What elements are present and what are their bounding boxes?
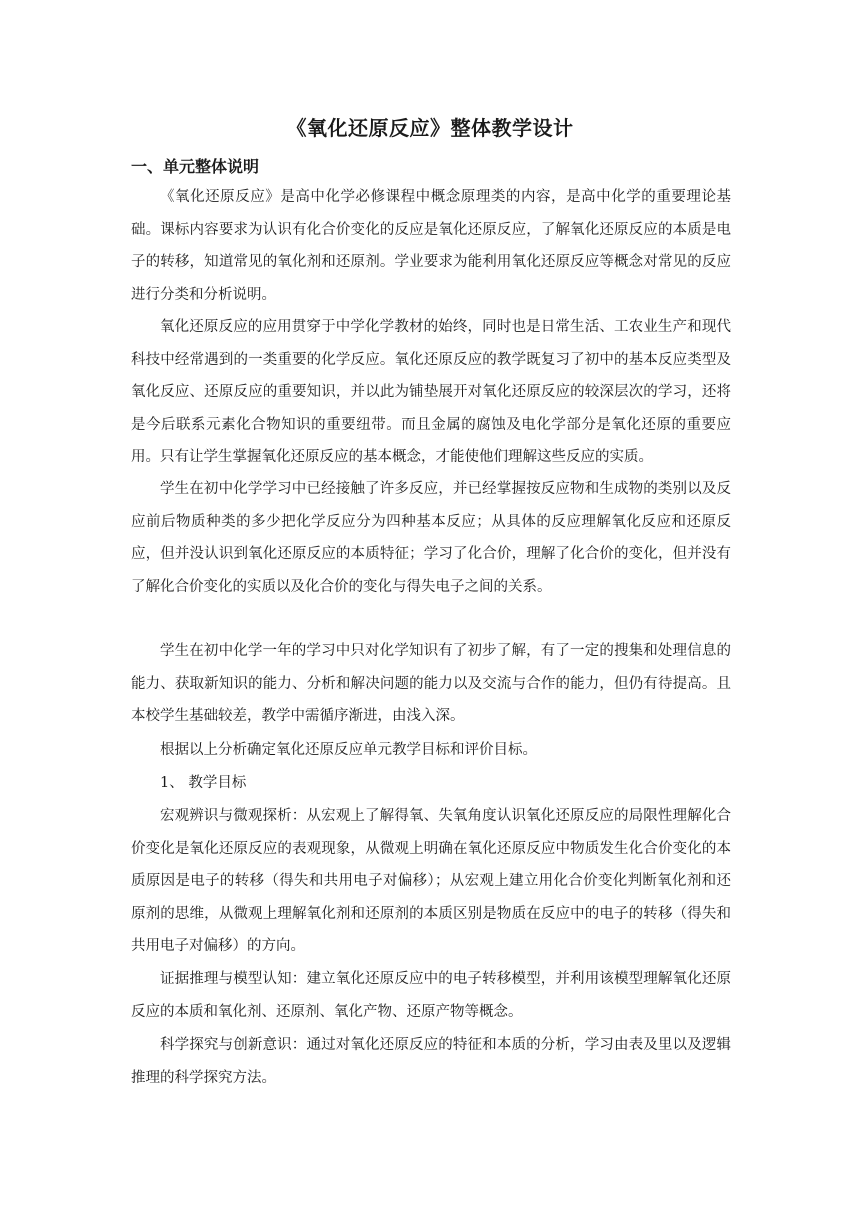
paragraph-overview: 《氧化还原反应》是高中化学必修课程中概念原理类的内容，是高中化学的重要理论基础。课标内容要求为认识有化合价变化的反应是氧化还原反应，了解氧化还原反应的本质是电子的转移，知道常见的氧化剂和还原剂。学业要求为能利用氧化还原反应等概念对常见的反应进行分类和分析说明。	[131, 189, 731, 303]
list-item-teaching-goals: 1、 教学目标	[160, 775, 247, 791]
paragraph-macro-micro: 宏观辨识与微观探析：从宏观上了解得氧、失氧角度认识氧化还原反应的局限性理解化合价变化是氧化还原反应的表观现象，从微观上明确在氧化还原反应中物质发生化合价变化的本质原因是电子的转移（得失和共用电子对偏移）；从宏观上建立用化合价变化判断氧化剂和还原剂的思维，从微观上理解氧化剂和还原剂的本质区别是物质在反应中的电子的转移（得失和共用电子对偏移）的方向。	[131, 808, 731, 954]
paragraph-student-knowledge: 学生在初中化学学习中已经接触了许多反应，并已经掌握按反应物和生成物的类别以及反应前后物质种类的多少把化学反应分为四种基本反应；从具体的反应理解氧化反应和还原反应，但并没认识到氧化还原反应的本质特征；学习了化合价，理解了化合价的变化，但并没有了解化合价变化的实质以及化合价的变化与得失电子之间的关系。	[131, 481, 731, 595]
paragraph-objective-intro: 根据以上分析确定氧化还原反应单元教学目标和评价目标。	[160, 742, 537, 758]
paragraph-application: 氧化还原反应的应用贯穿于中学化学教材的始终，同时也是日常生活、工农业生产和现代科技中经常遇到的一类重要的化学反应。氧化还原反应的教学既复习了初中的基本反应类型及氧化反应、还原反应的重要知识，并以此为铺垫展开对氧化还原反应的较深层次的学习，还将是今后联系元素化合物知识的重要纽带。而且金属的腐蚀及电化学部分是氧化还原的重要应用。只有让学生掌握氧化还原反应的基本概念，才能使他们理解这些反应的实质。	[131, 319, 731, 465]
paragraph-inquiry-innovation: 科学探究与创新意识：通过对氧化还原反应的特征和本质的分析，学习由表及里以及逻辑推理的科学探究方法。	[131, 1037, 731, 1086]
document-title: 《氧化还原反应》整体教学设计	[286, 116, 574, 140]
section-heading: 一、单元整体说明	[131, 157, 260, 176]
paragraph-evidence-model: 证据推理与模型认知：建立氧化还原反应中的电子转移模型，并利用该模型理解氧化还原反应的本质和氧化剂、还原剂、氧化产物、还原产物等概念。	[131, 971, 731, 1020]
paragraph-student-ability: 学生在初中化学一年的学习中只对化学知识有了初步了解，有了一定的搜集和处理信息的能力、获取新知识的能力、分析和解决问题的能力以及交流与合作的能力，但仍有待提高。且本校学生基础较差，教学中需循序渐进，由浅入深。	[131, 643, 731, 724]
